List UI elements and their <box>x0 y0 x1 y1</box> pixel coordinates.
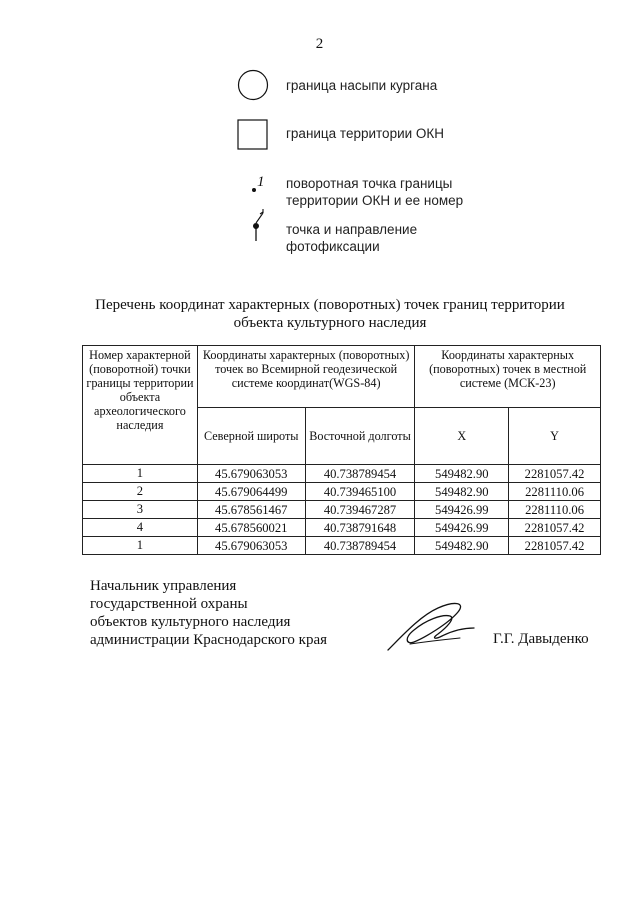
table-row <box>83 483 601 501</box>
turning-point-icon <box>236 170 270 198</box>
table-row <box>83 465 601 483</box>
cell-lat: 45.678560021 <box>197 519 305 537</box>
signature <box>380 598 480 658</box>
cell-x: 549482.90 <box>415 537 509 555</box>
turning-point-marker: 1 <box>257 174 265 190</box>
cell-y: 2281110.06 <box>509 501 601 519</box>
cell-lon: 40.739467287 <box>305 501 415 519</box>
cell-lon: 40.739465100 <box>305 483 415 501</box>
cell-y: 2281110.06 <box>509 483 601 501</box>
cell-y: 2281057.42 <box>509 465 601 483</box>
header-x: X <box>415 408 509 465</box>
legend-text: точка и направление фотофиксации <box>286 222 418 254</box>
square-outline-icon <box>236 118 270 152</box>
cell-point: 3 <box>83 501 198 519</box>
document-title: Перечень координат характерных (поворотных) точек границ территории объекта культурного наследия <box>95 297 565 331</box>
cell-lon: 40.738789454 <box>305 465 415 483</box>
cell-x: 549426.99 <box>415 519 509 537</box>
header-y: Y <box>509 408 601 465</box>
cell-x: 549426.99 <box>415 501 509 519</box>
cell-lon: 40.738791648 <box>305 519 415 537</box>
cell-lon: 40.738789454 <box>305 537 415 555</box>
cell-x: 549482.90 <box>415 483 509 501</box>
cell-lat: 45.679063053 <box>197 537 305 555</box>
photo-direction-icon <box>236 208 270 244</box>
table-row <box>83 519 601 537</box>
coordinates-table <box>82 345 601 555</box>
signer-position: Начальник управления государственной охраны объектов культурного наследия администрации Краснодарского края <box>90 578 328 648</box>
header-msk23: Координаты характерных (поворотных) точек в местной системе (МСК-23) <box>415 346 601 408</box>
legend-text: поворотная точка границы территории ОКН и ее номер <box>286 176 464 208</box>
cell-lat: 45.679064499 <box>197 483 305 501</box>
cell-lat: 45.679063053 <box>197 465 305 483</box>
legend-text: граница насыпи кургана <box>286 78 438 93</box>
page-number: 2 <box>315 36 324 52</box>
table-row <box>83 537 601 555</box>
signer-name: Г.Г. Давыденко <box>493 631 589 647</box>
header-east-longitude: Восточной долготы <box>305 408 415 465</box>
header-point-number: Номер характерной (поворотной) точки границы территории объекта археологического наследия <box>83 346 198 465</box>
cell-point: 1 <box>83 465 198 483</box>
cell-y: 2281057.42 <box>509 537 601 555</box>
header-north-latitude: Северной широты <box>197 408 305 465</box>
header-wgs84: Координаты характерных (поворотных) точек во Всемирной геодезической системе координат(WGS-84) <box>197 346 415 408</box>
cell-point: 4 <box>83 519 198 537</box>
cell-y: 2281057.42 <box>509 519 601 537</box>
cell-point: 1 <box>83 537 198 555</box>
cell-lat: 45.678561467 <box>197 501 305 519</box>
legend-text: граница территории ОКН <box>286 126 445 141</box>
circle-outline-icon <box>236 68 270 102</box>
table-row <box>83 501 601 519</box>
cell-x: 549482.90 <box>415 465 509 483</box>
cell-point: 2 <box>83 483 198 501</box>
